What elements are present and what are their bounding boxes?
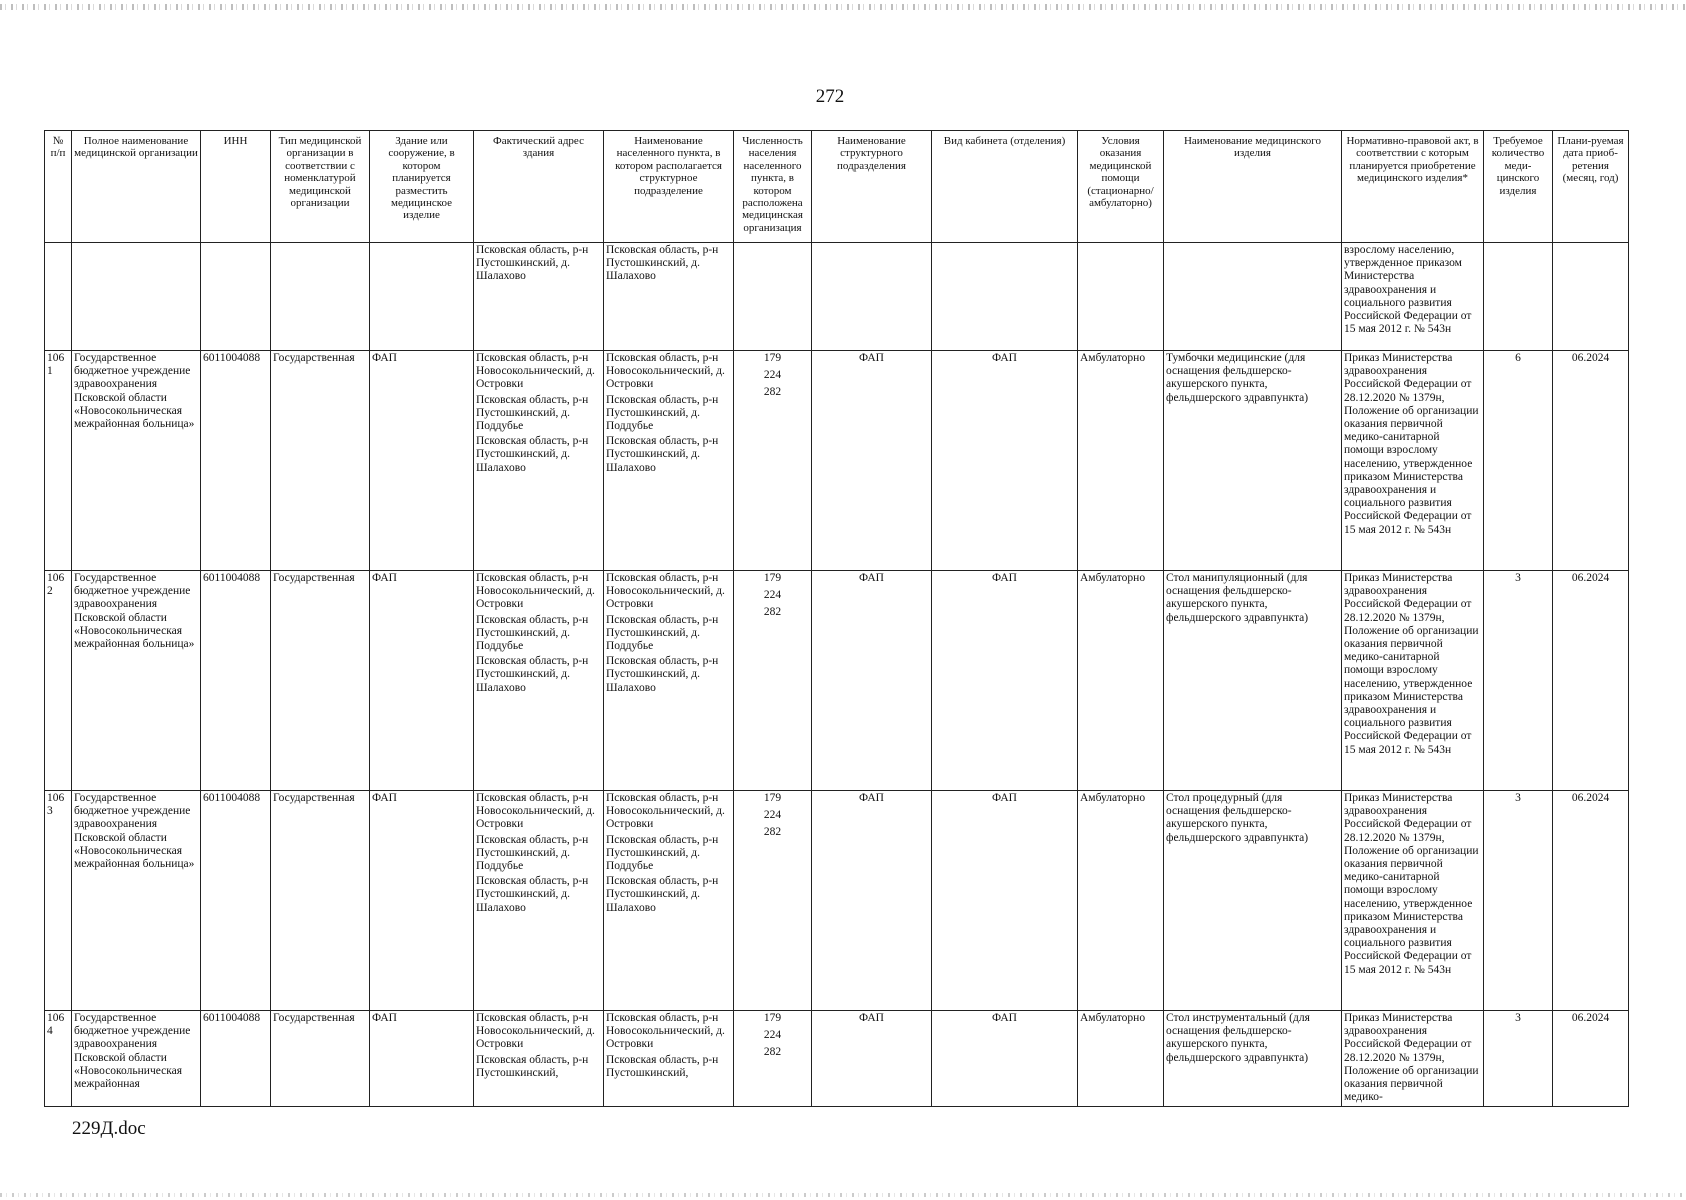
header-cell: Фактический адрес здания bbox=[474, 131, 604, 243]
header-cell: № п/п bbox=[45, 131, 72, 243]
quantity-cell: 6 bbox=[1484, 351, 1553, 571]
header-cell: Условия оказания медицинской помощи (стационарно/ амбулаторно) bbox=[1078, 131, 1164, 243]
inn-cell: 6011004088 bbox=[201, 571, 271, 791]
act-cell: Приказ Министерства здравоохранения Российской Федерации от 28.12.2020 № 1379н, Положение об организации оказания первичной медико-санитарной помощи взрослому населению, утвержденное приказом Министерства здравоохранения и социального развития Российской Федерации от 15 мая 2012 г. № 543н bbox=[1342, 791, 1484, 1011]
division-cell: ФАП bbox=[812, 791, 932, 1011]
division-cell: ФАП bbox=[812, 571, 932, 791]
division-cell: ФАП bbox=[812, 1011, 932, 1107]
header-cell: Наименование медицинского изделия bbox=[1164, 131, 1342, 243]
population-cell: 179 224 282 bbox=[734, 351, 812, 571]
device-cell: Тумбочки медицинские (для оснащения фельдшерско-акушерского пункта, фельдшерского здравпункта) bbox=[1164, 351, 1342, 571]
org-name-cell: Государственное бюджетное учреждение здравоохранения Псковской области «Новосокольническая межрайонная bbox=[72, 1011, 201, 1107]
org-type-cell: Государственная bbox=[271, 571, 370, 791]
page-number: 272 bbox=[815, 86, 845, 107]
inn-cell: 6011004088 bbox=[201, 1011, 271, 1107]
inn-cell: 6011004088 bbox=[201, 791, 271, 1011]
scan-artifact-bottom bbox=[0, 1193, 1686, 1197]
conditions-cell: Амбулаторно bbox=[1078, 1011, 1164, 1107]
settlement-cell: Псковская область, р-н Новосокольнический, д. Островки Псковская область, р-н Пустошкинский, д. Поддубье Псковская область, р-н Пустошкинский, д. Шалахово bbox=[604, 791, 734, 1011]
header-cell: Требуемое количество меди-цинского изделия bbox=[1484, 131, 1553, 243]
act-cell: Приказ Министерства здравоохранения Российской Федерации от 28.12.2020 № 1379н, Положение об организации оказания первичной медико-санитарной помощи взрослому населению, утвержденное приказом Министерства здравоохранения и социального развития Российской Федерации от 15 мая 2012 г. № 543н bbox=[1342, 571, 1484, 791]
inn-cell: 6011004088 bbox=[201, 351, 271, 571]
settlement-cell: Псковская область, р-н Новосокольнический, д. Островки Псковская область, р-н Пустошкинский, д. Поддубье Псковская область, р-н Пустошкинский, д. Шалахово bbox=[604, 571, 734, 791]
device-cell: Стол инструментальный (для оснащения фельдшерско-акушерского пункта, фельдшерского здравпункта) bbox=[1164, 1011, 1342, 1107]
division-cell: ФАП bbox=[812, 351, 932, 571]
header-cell: Тип медицинской организации в соответствии с номенклатурой медицинской организации bbox=[271, 131, 370, 243]
act-cell: Приказ Министерства здравоохранения Российской Федерации от 28.12.2020 № 1379н, Положение об организации оказания первичной медико-санитарной помощи взрослому населению, утвержденное приказом Министерства здравоохранения и социального развития Российской Федерации от 15 мая 2012 г. № 543н bbox=[1342, 351, 1484, 571]
building-cell: ФАП bbox=[370, 571, 474, 791]
table-row bbox=[45, 571, 1629, 791]
building-cell: ФАП bbox=[370, 791, 474, 1011]
org-name-cell: Государственное бюджетное учреждение здравоохранения Псковской области «Новосокольническая межрайонная больница» bbox=[72, 351, 201, 571]
conditions-cell: Амбулаторно bbox=[1078, 351, 1164, 571]
equipment-table bbox=[44, 130, 1629, 1107]
cabinet-cell: ФАП bbox=[932, 571, 1078, 791]
continuation-row bbox=[45, 243, 1629, 351]
settlement-cell: Псковская область, р-н Новосокольнический, д. Островки Псковская область, р-н Пустошкинский, bbox=[604, 1011, 734, 1107]
org-type-cell: Государственная bbox=[271, 1011, 370, 1107]
settlement-cell: Псковская область, р-н Пустошкинский, д. Шалахово bbox=[604, 243, 734, 351]
population-cell: 179 224 282 bbox=[734, 1011, 812, 1107]
settlement-cell: Псковская область, р-н Новосокольнический, д. Островки Псковская область, р-н Пустошкинский, д. Поддубье Псковская область, р-н Пустошкинский, д. Шалахово bbox=[604, 351, 734, 571]
org-type-cell: Государственная bbox=[271, 351, 370, 571]
device-cell: Стол манипуляционный (для оснащения фельдшерско-акушерского пункта, фельдшерского здравпункта) bbox=[1164, 571, 1342, 791]
address-cell: Псковская область, р-н Новосокольнический, д. Островки Псковская область, р-н Пустошкинский, д. Поддубье Псковская область, р-н Пустошкинский, д. Шалахово bbox=[474, 351, 604, 571]
date-cell: 06.2024 bbox=[1553, 1011, 1629, 1107]
header-cell: ИНН bbox=[201, 131, 271, 243]
quantity-cell: 3 bbox=[1484, 571, 1553, 791]
header-cell: Полное наименование медицинской организации bbox=[72, 131, 201, 243]
org-name-cell: Государственное бюджетное учреждение здравоохранения Псковской области «Новосокольническая межрайонная больница» bbox=[72, 791, 201, 1011]
header-cell: Здание или сооружение, в котором планируется разместить медицинское изделие bbox=[370, 131, 474, 243]
cabinet-cell: ФАП bbox=[932, 351, 1078, 571]
building-cell: ФАП bbox=[370, 1011, 474, 1107]
address-cell: Псковская область, р-н Новосокольнический, д. Островки Псковская область, р-н Пустошкинский, bbox=[474, 1011, 604, 1107]
act-cell: Приказ Министерства здравоохранения Российской Федерации от 28.12.2020 № 1379н, Положение об организации оказания первичной медико- bbox=[1342, 1011, 1484, 1107]
row-number: 1062 bbox=[45, 571, 72, 791]
device-cell: Стол процедурный (для оснащения фельдшерско-акушерского пункта, фельдшерского здравпункта) bbox=[1164, 791, 1342, 1011]
act-cell: взрослому населению, утвержденное приказом Министерства здравоохранения и социального развития Российской Федерации от 15 мая 2012 г. № 543н bbox=[1342, 243, 1484, 351]
header-cell: Численность населения населенного пункта, в котором расположена медицинская организация bbox=[734, 131, 812, 243]
date-cell: 06.2024 bbox=[1553, 351, 1629, 571]
building-cell: ФАП bbox=[370, 351, 474, 571]
cabinet-cell: ФАП bbox=[932, 791, 1078, 1011]
row-number: 1064 bbox=[45, 1011, 72, 1107]
population-cell: 179 224 282 bbox=[734, 571, 812, 791]
header-cell: Нормативно-правовой акт, в соответствии с которым планируется приобретение медицинского изделия* bbox=[1342, 131, 1484, 243]
date-cell: 06.2024 bbox=[1553, 791, 1629, 1011]
header-cell: Наименование структурного подразделения bbox=[812, 131, 932, 243]
address-cell: Псковская область, р-н Новосокольнический, д. Островки Псковская область, р-н Пустошкинский, д. Поддубье Псковская область, р-н Пустошкинский, д. Шалахово bbox=[474, 791, 604, 1011]
quantity-cell: 3 bbox=[1484, 1011, 1553, 1107]
row-number: 1063 bbox=[45, 791, 72, 1011]
address-cell: Псковская область, р-н Пустошкинский, д. Шалахово bbox=[474, 243, 604, 351]
conditions-cell: Амбулаторно bbox=[1078, 791, 1164, 1011]
date-cell: 06.2024 bbox=[1553, 571, 1629, 791]
address-cell: Псковская область, р-н Новосокольнический, д. Островки Псковская область, р-н Пустошкинский, д. Поддубье Псковская область, р-н Пустошкинский, д. Шалахово bbox=[474, 571, 604, 791]
table-row bbox=[45, 791, 1629, 1011]
table-row bbox=[45, 1011, 1629, 1107]
header-cell: Плани-руемая дата приоб-ретения (месяц, год) bbox=[1553, 131, 1629, 243]
table-header-row bbox=[45, 131, 1629, 243]
row-number: 1061 bbox=[45, 351, 72, 571]
cabinet-cell: ФАП bbox=[932, 1011, 1078, 1107]
conditions-cell: Амбулаторно bbox=[1078, 571, 1164, 791]
table-row bbox=[45, 351, 1629, 571]
org-name-cell: Государственное бюджетное учреждение здравоохранения Псковской области «Новосокольническая межрайонная больница» bbox=[72, 571, 201, 791]
header-cell: Вид кабинета (отделения) bbox=[932, 131, 1078, 243]
org-type-cell: Государственная bbox=[271, 791, 370, 1011]
header-cell: Наименование населенного пункта, в котором располагается структурное подразделение bbox=[604, 131, 734, 243]
population-cell: 179 224 282 bbox=[734, 791, 812, 1011]
scan-artifact-top bbox=[0, 4, 1686, 10]
quantity-cell: 3 bbox=[1484, 791, 1553, 1011]
footer-filename: 229Д.doc bbox=[72, 1118, 146, 1139]
